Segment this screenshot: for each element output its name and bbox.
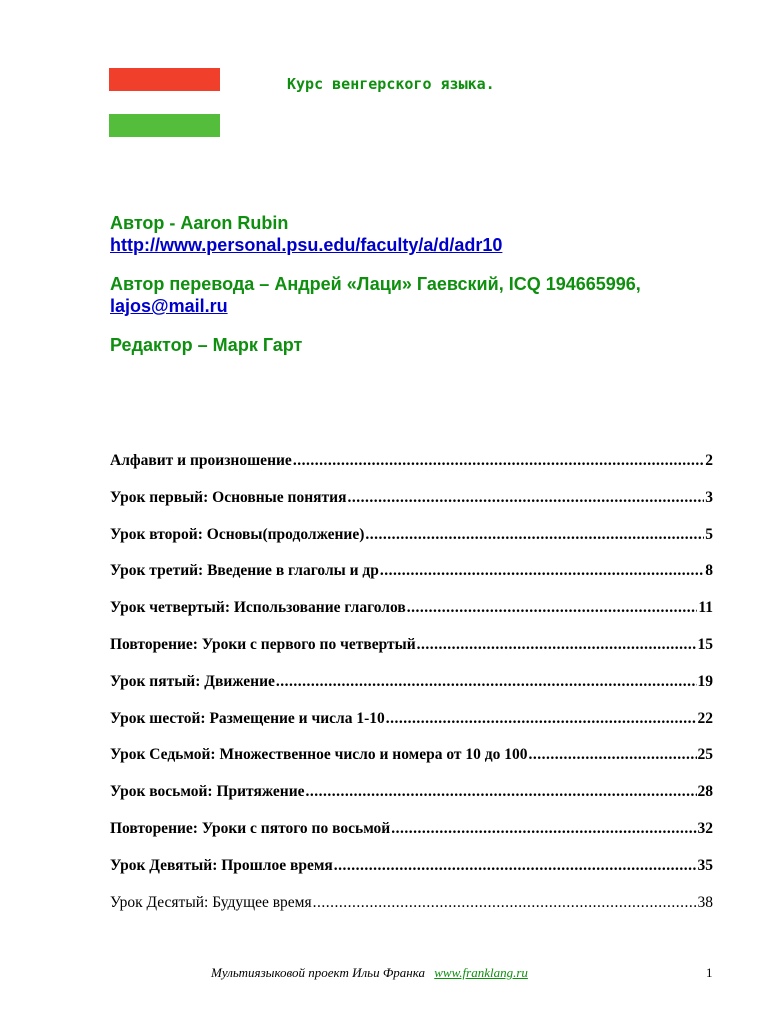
toc-entry[interactable] [110, 783, 713, 820]
flag-red-stripe [109, 68, 220, 91]
toc-entry[interactable] [110, 599, 713, 636]
toc-entry[interactable] [110, 489, 713, 526]
toc-dot-leader [365, 526, 704, 544]
toc-entry-title: Повторение: Уроки с пятого по восьмой [110, 819, 391, 837]
toc-entry[interactable] [110, 452, 713, 489]
toc-entry-title: Алфавит и произношение [110, 452, 292, 469]
translator-line [110, 273, 670, 317]
toc-entry[interactable] [110, 673, 713, 710]
table-of-contents [110, 452, 713, 930]
toc-dot-leader [334, 857, 697, 875]
toc-dot-leader [528, 746, 696, 764]
toc-dot-leader [347, 489, 704, 507]
toc-entry-page: 8 [705, 562, 713, 580]
toc-entry-title: Урок четвертый: Использование глаголов [110, 599, 406, 617]
toc-entry-title: Урок третий: Введение в глаголы и др [110, 562, 379, 580]
toc-entry-title: Урок Седьмой: Множественное число и номера от 10 до 100 [110, 746, 528, 764]
toc-entry[interactable] [110, 894, 713, 931]
toc-entry[interactable] [110, 746, 713, 783]
toc-entry-page: 3 [705, 488, 713, 506]
toc-entry[interactable] [110, 710, 713, 747]
footer-site-link[interactable]: www.franklang.ru [434, 965, 528, 980]
credits-block [110, 212, 670, 373]
translator-info: Автор перевода – Андрей «Лаци» Гаевский, ICQ 194665996, [110, 274, 641, 294]
toc-entry[interactable] [110, 562, 713, 599]
toc-entry-title: Урок второй: Основы(продолжение) [110, 525, 365, 543]
editor-line: Редактор – Марк Гарт [110, 335, 303, 355]
toc-entry[interactable] [110, 820, 713, 857]
translator-email-link[interactable]: lajos@mail.ru [110, 296, 228, 316]
toc-dot-leader [306, 783, 697, 801]
toc-dot-leader [417, 636, 697, 654]
toc-dot-leader [407, 599, 698, 617]
toc-entry-page: 5 [705, 525, 713, 543]
hungarian-flag [109, 68, 220, 137]
toc-entry-page: 32 [697, 819, 713, 837]
toc-entry[interactable] [110, 857, 713, 894]
toc-entry-title: Урок Девятый: Прошлое время [110, 856, 333, 874]
toc-entry-page: 15 [697, 635, 713, 653]
author-url-link[interactable]: http://www.personal.psu.edu/faculty/a/d/adr10 [110, 235, 503, 255]
flag-white-stripe [109, 91, 220, 114]
toc-entry-page: 19 [697, 672, 713, 690]
toc-entry[interactable] [110, 526, 713, 563]
toc-dot-leader [313, 894, 697, 912]
toc-entry[interactable] [110, 636, 713, 673]
toc-entry-title: Урок первый: Основные понятия [110, 488, 347, 506]
toc-entry-page: 25 [697, 746, 713, 764]
toc-entry-title: Урок шестой: Размещение и числа 1-10 [110, 709, 385, 727]
author-name: Автор - Aaron Rubin [110, 213, 289, 233]
toc-dot-leader [380, 562, 704, 580]
page-number: 1 [706, 965, 713, 980]
toc-entry-page: 28 [697, 783, 713, 801]
toc-entry-title: Урок пятый: Движение [110, 672, 275, 690]
footer-project: Мультиязыковой проект Ильи Франка [211, 965, 425, 980]
toc-entry-page: 38 [697, 893, 713, 911]
toc-entry-page: 11 [698, 599, 713, 617]
toc-entry-title: Урок Десятый: Будущее время [110, 893, 312, 911]
toc-dot-leader [276, 673, 697, 691]
toc-entry-title: Урок восьмой: Притяжение [110, 783, 305, 801]
toc-dot-leader [293, 452, 704, 470]
toc-entry-page: 22 [697, 709, 713, 727]
toc-entry-page: 2 [705, 452, 713, 469]
author-line [110, 212, 670, 256]
toc-entry-title: Повторение: Уроки с первого по четвертый [110, 635, 416, 653]
toc-dot-leader [391, 820, 696, 838]
course-title: Курс венгерского языка. [287, 75, 495, 93]
flag-green-stripe [109, 114, 220, 137]
toc-entry-page: 35 [697, 856, 713, 874]
toc-dot-leader [386, 710, 697, 728]
footer [211, 965, 528, 981]
